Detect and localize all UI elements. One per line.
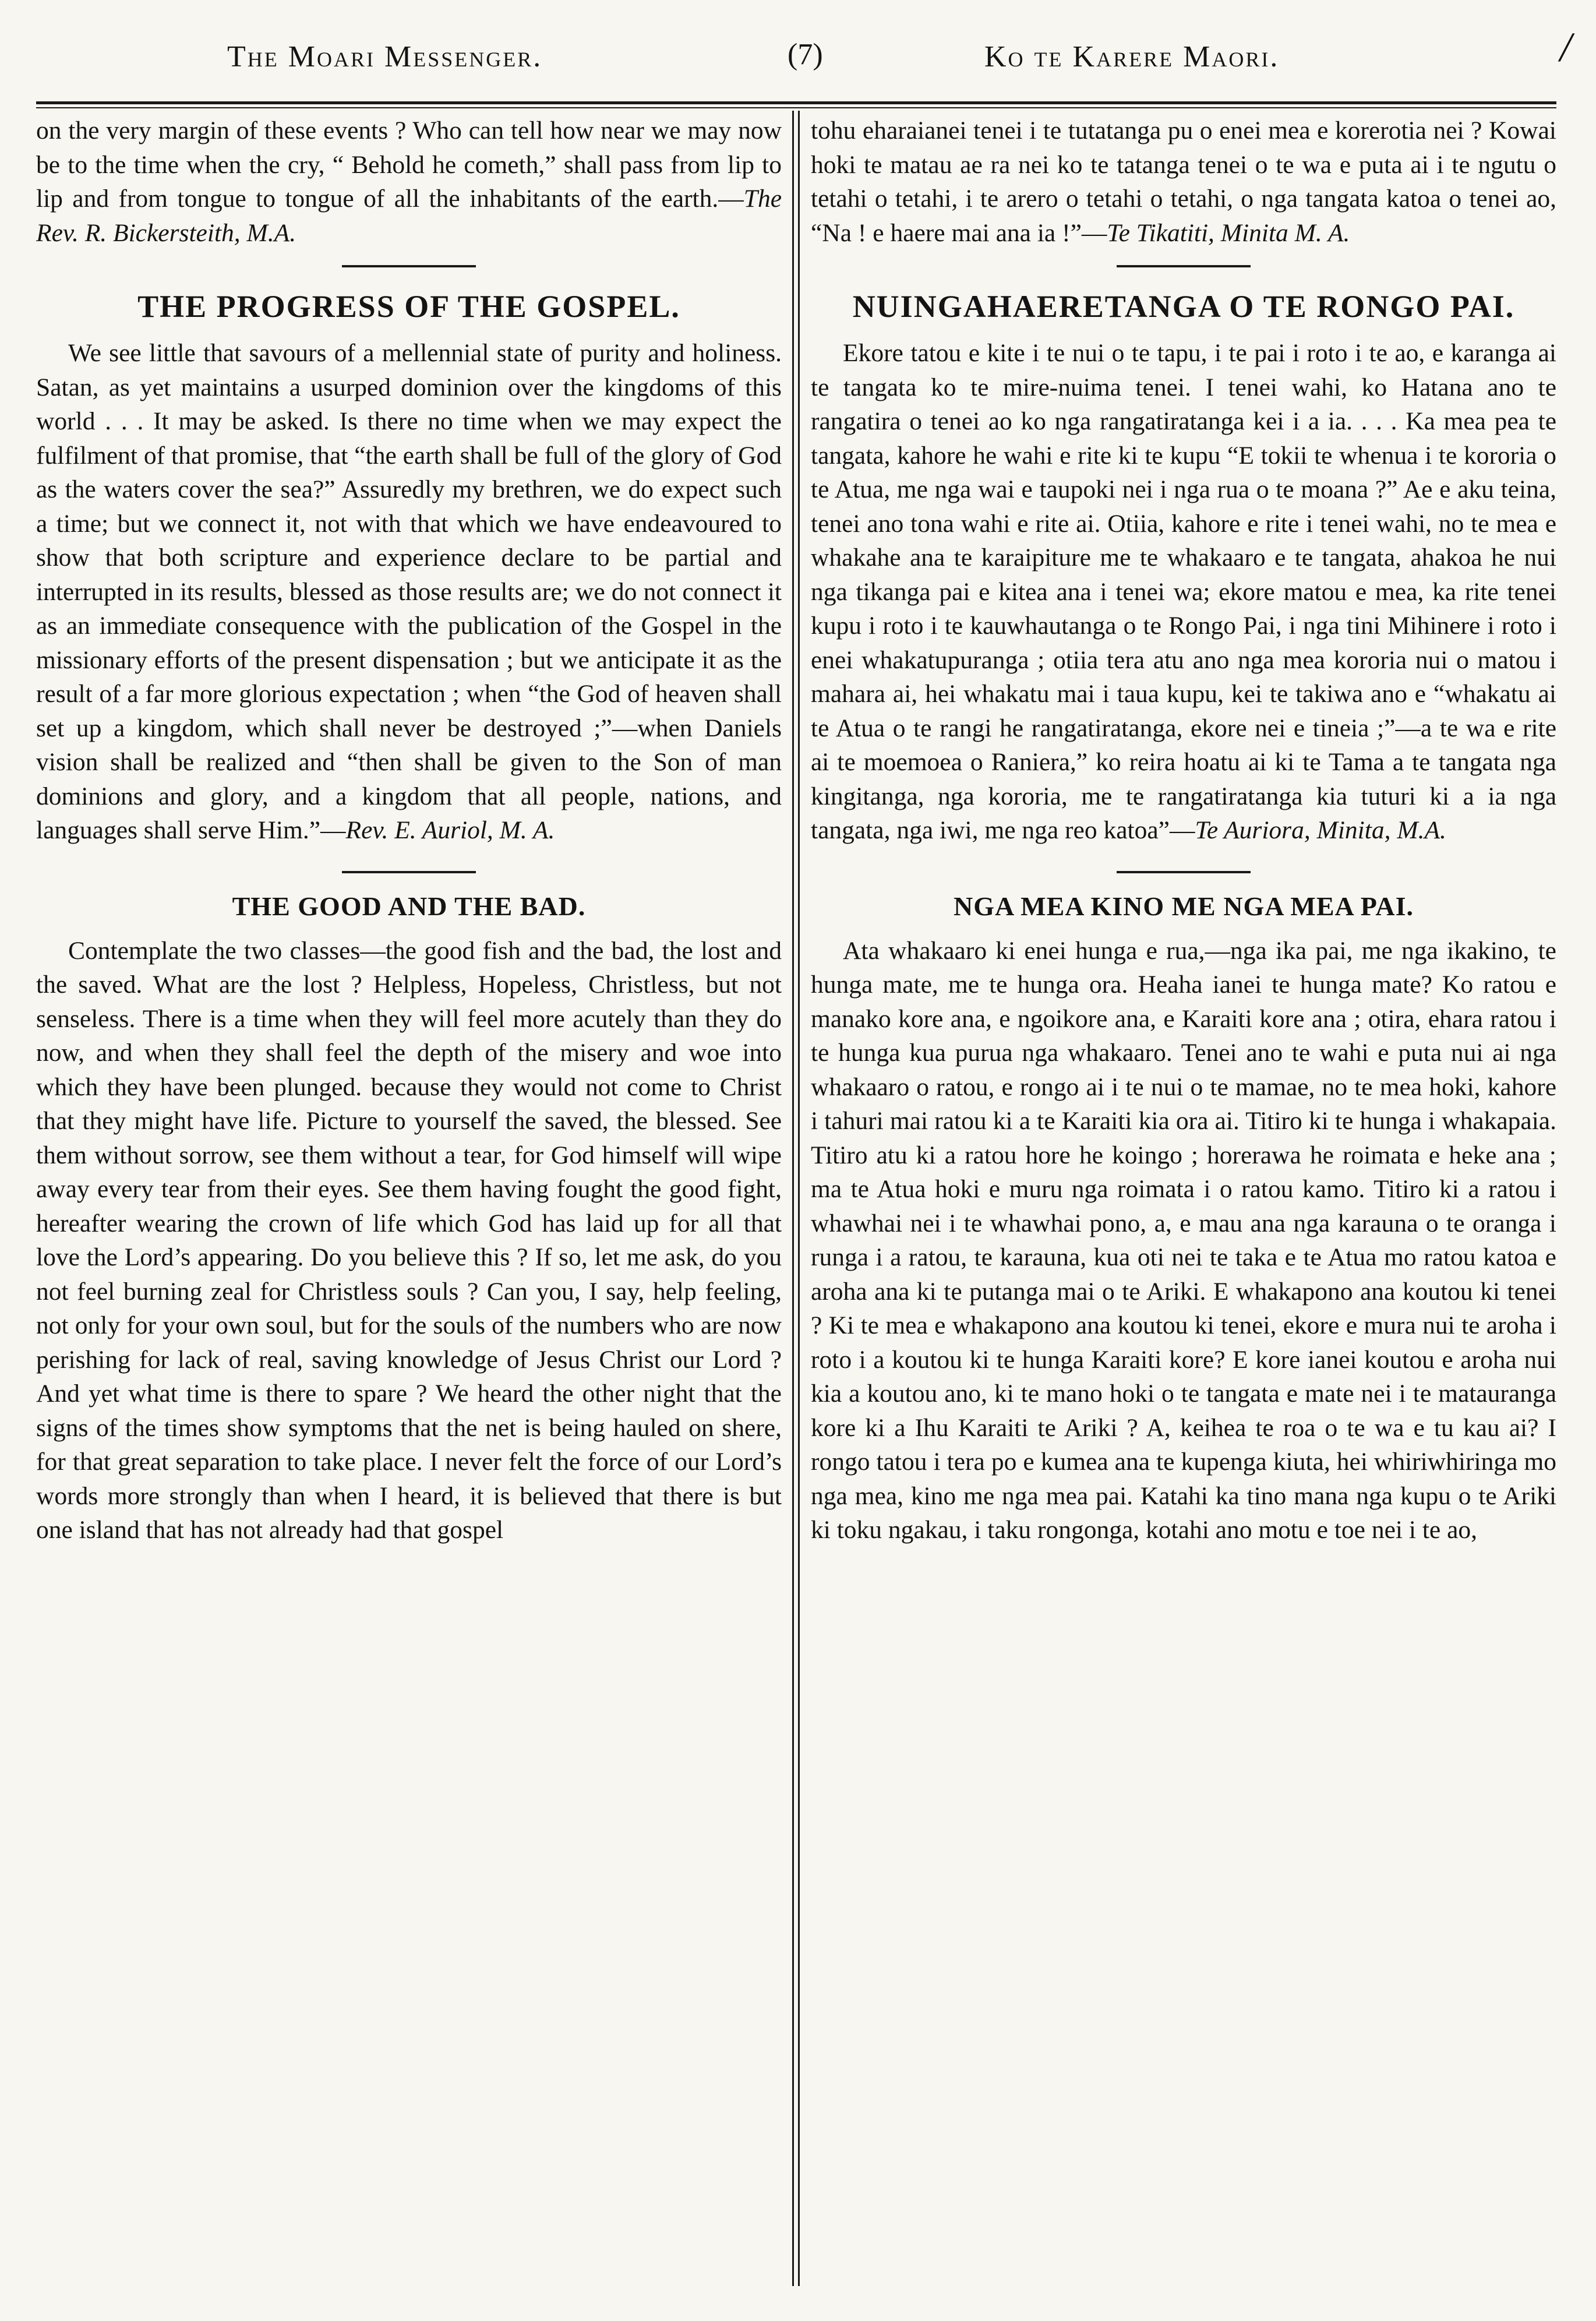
header-rule-thin <box>36 107 1556 108</box>
section-heading-good-bad: THE GOOD AND THE BAD. <box>232 891 586 921</box>
maori-column <box>811 114 1556 1547</box>
section-rule <box>1117 871 1251 873</box>
column-divider-inner <box>798 111 800 2286</box>
intro-paragraph <box>36 114 782 250</box>
section-body-nga-mea: Ata whakaaro ki enei hunga e rua,—nga ika pai, me nga ikakino, te hunga mate, me te hunga ora. Heaha ianei te hunga mate? Ko ratou e manako kore ana, e ngoikore ana, e Karaiti kore ana ; otira, ehara ratou i te hunga kua purua nga whakaaro. Tenei ano te wahi e puta nui ai nga whakaaro o ratou, e rongo ai i te nui o te mamae, no te mea hoki, kahore i tahuri mai ratou ki a te Karaiti kia ora ai. Titiro ki te hunga i whakapaia. Titiro atu ki a ratou hore he koingo ; horerawa he roimata e heke ana ; ma te Atua hoki e muru nga roimata i o ratou kamo. Titiro ki a ratou i whawhai nei i te whawhai pono, a, e mau ana nga karauna o te oranga i runga i a ratou, te karauna, kua oti nei te taka e te Atua mo ratou katoa e aroha ana ki te putanga mai o te Ariki. E whakapono ana koutou ki tenei ? Ki te mea e whakapono ana koutou ki tenei, ekore e mura nui te aroha i roto i a koutou ki te hunga Karaiti kore? E kore ianei koutou e aroha nui kia a koutou ano, ki te mano hoki o te tangata e mate nei i te matauranga kore ki a Ihu Karaiti te Ariki ? A, keihea te roa o te wa e tu kau ai? I rongo tatou i tera po e kumea ana te kupenga kiuta, hei whiriwhiringa mo nga mea, kino me nga mea pai. Katahi ka tino mana nga kupu o te Ariki ki toku ngakau, i taku rongonga, kotahi ano motu e toe nei i te ao, <box>811 936 1556 1544</box>
corner-mark: / <box>1560 24 1572 70</box>
section-body-progress <box>36 336 782 848</box>
progress-text: We see little that savours of a mellennial state of purity and holiness. Satan, as yet maintains a usurped dominion over the kingdoms of this world . . . It may be asked. Is there no time when we may expect the fulfilment of that promise, that “the earth shall be full of the glory of God as the waters cover the sea?” Assuredly my brethren, we do expect such a time; but we connect it, not with that which we have endeavoured to show that both scripture and experience declare to be partial and interrupted in its results, blessed as those results are; we do not connect it as an immediate consequence with the publication of the Gospel in the missionary efforts of the present dispensation ; but we anticipate it as the result of a far more glorious expectation ; when “the God of heaven shall set up a kingdom, which shall never be destroyed ;”—when Daniels vision shall be realized and “then shall be given to the Son of man dominions and glory, and a kingdom that all people, nations, and languages shall serve Him.”— <box>36 339 782 844</box>
progress-attribution: Rev. E. Auriol, M. A. <box>345 816 555 844</box>
intro-attribution-maori: Te Tikatiti, Minita M. A. <box>1107 218 1350 247</box>
section-body-nuinga <box>811 336 1556 848</box>
intro-attribution: The Rev. R. Bickersteith, M.A. <box>36 185 782 247</box>
section-heading-nuinga: NUINGAHAERETANGA O TE RONGO PAI. <box>852 289 1515 324</box>
masthead-english: The Moari Messenger. <box>227 40 543 73</box>
header-rule <box>36 101 1556 104</box>
masthead-maori: Ko te Karere Maori. <box>984 40 1280 73</box>
section-rule <box>1117 265 1251 267</box>
intro-text: on the very margin of these events ? Who can tell how near we may now be to the time when the cry, “ Behold he cometh,” shall pass from lip to lip and from tongue to tongue of all the inhabitants of the earth.— <box>36 117 782 213</box>
nuinga-text: Ekore tatou e kite i te nui o te tapu, i te pai i roto i te ao, e karanga ai te tangata ko te mire-nuima tenei. I tenei wahi, ko Hatana ano te rangatira o tenei ao ko nga rangatiratanga kei i a ia. . . . Ka mea pea te tangata, kahore he wahi e rite ki te kupu “E tokii te whenua i te kororia o te Atua, me nga wai e taupoki nei i nga rua o te moana ?” Ae e aku teina, tenei ano tona wahi e rite ai. Otiia, kahore e rite i tenei wahi, no te mea e whakahe ana te karaipiture me te whakaaro e te tangata, ahakoa he nui nga tikanga pai e kitea ana i tenei wa; ekore matou e mea, ka rite tenei kupu i roto i te kauwhautanga o te Rongo Pai, i nga tini Mihinere i roto i enei whakatupuranga ; otiia tera atu ano nga mea kororia nui o matou i mahara ai, hei whakatu mai i taua kupu, kei te takiwa ano e “whakatu ai te Atua o te rangi he rangatiratanga, ekore nei e tineia ;”—a te wa e rite ai te moemoea o Raniera,” ko reira hoatu ai ki te Tama a te tangata nga kingitanga, nga kororia, me te rangatiratanga kia tuturi ki a ia nga tangata, nga iwi, me nga reo katoa”— <box>811 339 1556 844</box>
intro-text-maori: tohu eharaianei tenei i te tutatanga pu o enei mea e korerotia nei ? Kowai hoki te matau ae ra nei ko te tatanga tenei o te wa e puta ai i te ngutu o tetahi o tetahi, i te arero o tetahi o tetahi, o nga tangata katoa o tenei ao, “Na ! e haere mai ana ia !”— <box>811 117 1556 247</box>
english-column <box>36 114 782 1547</box>
section-heading-progress: THE PROGRESS OF THE GOSPEL. <box>137 289 680 324</box>
section-rule <box>342 265 476 267</box>
section-heading-nga-mea: NGA MEA KINO ME NGA MEA PAI. <box>953 891 1414 921</box>
column-divider <box>792 111 794 2286</box>
page-header <box>29 16 1572 104</box>
intro-paragraph-maori <box>811 114 1556 250</box>
nuinga-attribution: Te Auriora, Minita, M.A. <box>1195 816 1446 844</box>
section-body-good-bad: Contemplate the two classes—the good fish and the bad, the lost and the saved. What are the lost ? Helpless, Hopeless, Christless, but not senseless. There is a time when they will feel more acutely than they do now, and when they shall feel the depth of the misery and woe into which they have been plunged. because they would not come to Christ that they might have life. Picture to yourself the saved, the blessed. See them without sorrow, see them without a tear, for God himself will wipe away every tear from their eyes. See them having fought the good fight, hereafter wearing the crown of life which God has laid up for all that love the Lord’s appearing. Do you believe this ? If so, let me ask, do you not feel burning zeal for Christless souls ? Can you, I say, help feeling, not only for your own soul, but for the souls of the numbers who are now perishing for lack of real, saving knowledge of Jesus Christ our Lord ? And yet what time is there to spare ? We heard the other night that the signs of the times show symptoms that the net is being hauled on shere, for that great separation to take place. I never felt the force of our Lord’s words more strongly than when I heard, it is believed that there is but one island that has not already had that gospel <box>36 936 782 1544</box>
page-number: (7) <box>788 38 823 71</box>
section-rule <box>342 871 476 873</box>
